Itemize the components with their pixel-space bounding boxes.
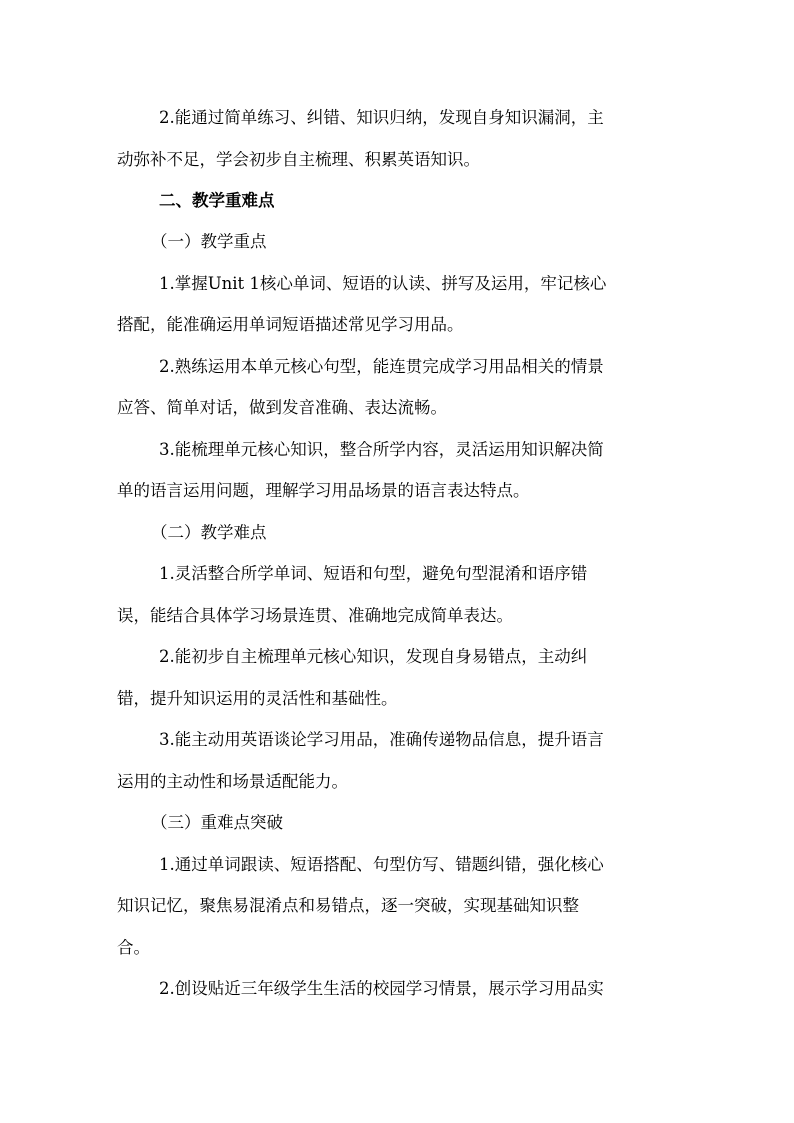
breakthrough-item-1-line-1: 1.通过单词跟读、短语搭配、句型仿写、错题纠错，强化核心 xyxy=(159,855,604,874)
goal-2-line-2: 动弥补不足，学会初步自主梳理、积累英语知识。 xyxy=(117,150,480,169)
focus-heading: （一）教学重点 xyxy=(151,232,267,251)
focus-item-1-line-2: 搭配，能准确运用单词短语描述常见学习用品。 xyxy=(117,315,464,334)
difficulty-heading: （二）教学难点 xyxy=(151,523,267,542)
focus-item-3-line-2: 单的语言运用问题，理解学习用品场景的语言表达特点。 xyxy=(117,481,530,500)
focus-item-2-line-1: 2.熟练运用本单元核心句型，能连贯完成学习用品相关的情景 xyxy=(159,357,604,376)
focus-item-3-line-1: 3.能梳理单元核心知识，整合所学内容，灵活运用知识解决简 xyxy=(159,440,604,459)
difficulty-item-3-line-1: 3.能主动用英语谈论学习用品，准确传递物品信息，提升语言 xyxy=(159,730,604,749)
difficulty-item-1-line-2: 误，能结合具体学习场景连贯、准确地完成简单表达。 xyxy=(117,606,513,625)
breakthrough-item-2-line-1: 2.创设贴近三年级学生生活的校园学习情景，展示学习用品实 xyxy=(159,979,604,998)
difficulty-item-2-line-1: 2.能初步自主梳理单元核心知识，发现自身易错点，主动纠 xyxy=(159,647,588,666)
breakthrough-heading: （三）重难点突破 xyxy=(151,813,283,832)
section-2-heading: 二、教学重难点 xyxy=(159,191,275,210)
breakthrough-item-1-line-2: 知识记忆，聚焦易混淆点和易错点，逐一突破，实现基础知识整 xyxy=(117,896,579,915)
breakthrough-item-1-line-3: 合。 xyxy=(117,938,150,957)
difficulty-item-3-line-2: 运用的主动性和场景适配能力。 xyxy=(117,772,348,791)
focus-item-2-line-2: 应答、简单对话，做到发音准确、表达流畅。 xyxy=(117,398,447,417)
focus-item-1-line-1: 1.掌握Unit 1核心单词、短语的认读、拼写及运用，牢记核心 xyxy=(159,274,607,293)
goal-2-line-1: 2.能通过简单练习、纠错、知识归纳，发现自身知识漏洞，主 xyxy=(159,108,604,127)
difficulty-item-1-line-1: 1.灵活整合所学单词、短语和句型，避免句型混淆和语序错 xyxy=(159,564,588,583)
difficulty-item-2-line-2: 错，提升知识运用的灵活性和基础性。 xyxy=(117,689,398,708)
